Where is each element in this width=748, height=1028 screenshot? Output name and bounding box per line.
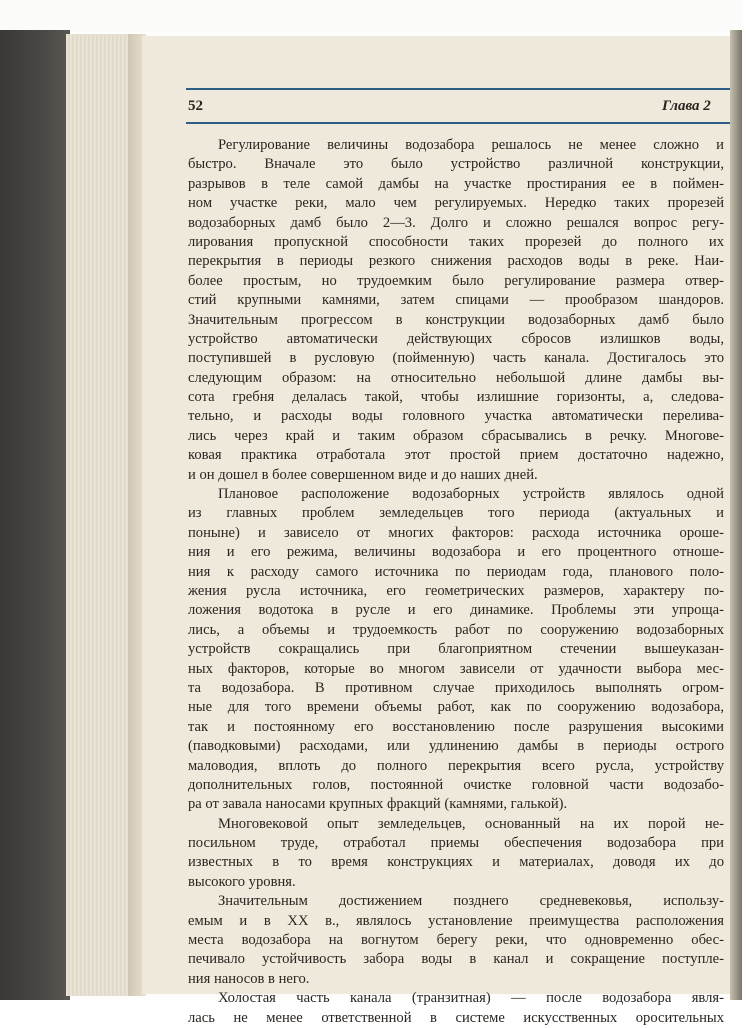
text-line: из главных проблем земледельцев того периода (актуальных и (188, 505, 724, 522)
text-line: следующим образом: на относительно небольшой длине дамбы вы- (188, 369, 724, 386)
text-line: Плановое расположение водозаборных устройств являлось одной (218, 486, 724, 503)
text-line: перекрытия в периоды резкого снижения расходов воды в реке. Наи- (188, 253, 724, 270)
paragraph-3 (188, 815, 748, 893)
scan-top-margin (0, 0, 742, 32)
text-line: ра от завала наносами крупных фракций (камнями, галькой). (188, 796, 568, 813)
paragraph-5 (188, 989, 748, 1028)
paragraph-4 (188, 892, 748, 989)
text-line: так и постоянному его восстановлению после разрушения высокими (188, 718, 724, 735)
text-line: ложения водотока в русле и его динамике. Проблемы эти упроща- (188, 602, 724, 619)
chapter-running-head: Глава 2 (662, 98, 711, 114)
text-line: ковая практика отработала этот простой прием достаточно надежно, (188, 447, 724, 464)
text-line: Многовековой опыт земледельцев, основанный на их порой не- (218, 815, 724, 832)
paragraph-2 (188, 485, 748, 815)
text-line: маловодия, вплоть до полного перекрытия всего русла, устройству (188, 757, 724, 774)
paragraph-1 (188, 136, 748, 485)
text-line: поныне) и зависело от многих факторов: расхода источника ороше- (188, 524, 724, 541)
page-number: 52 (188, 98, 203, 114)
text-line: Значительным достижением позднего средневековья, использу- (218, 893, 724, 910)
book-page (142, 36, 732, 1026)
text-line: ния к расходу самого источника по периодам года, планового поло- (188, 563, 724, 580)
text-line: ния наносов в него. (188, 970, 310, 987)
text-line: известных в то время конструкциях и материалах, доводя их до (188, 854, 724, 871)
text-line: устройство автоматически действующих сбросов излишков воды, (188, 330, 724, 347)
text-line: ния и его режима, величины водозабора и его процентного отноше- (188, 544, 724, 561)
text-line: ных факторов, которые во многом зависели от удачности выбора мес- (188, 660, 724, 677)
text-line: водозаборных дамб было 2—3. Долго и сложно решался вопрос регу- (188, 214, 724, 231)
text-line: высокого уровня. (188, 873, 296, 890)
text-line: поступившей в русловую (пойменную) часть канала. Достигалось это (188, 350, 724, 367)
text-line: места водозабора на вогнутом берегу реки, что одновременно обес- (188, 932, 724, 949)
text-line: сота гребня делалась такой, чтобы излишние горизонты, а, следова- (188, 389, 724, 406)
text-line: лись через край и таким образом сбрасывались в речку. Многове- (188, 427, 724, 444)
text-line: и он дошел в более совершенном виде и до наших дней. (188, 466, 538, 483)
text-line: разрывов в теле самой дамбы на участке простирания ее в поймен- (188, 175, 724, 192)
text-line: Регулирование величины водозабора решалось не менее сложно и (218, 137, 724, 153)
text-line: тельно, и расходы воды головного участка автоматически перелива- (188, 408, 724, 425)
text-line: ном участке реки, мало чем регулируемых. Нередко таких прорезей (188, 195, 724, 212)
body-text (188, 136, 748, 1028)
header-rule-bottom (186, 122, 732, 124)
text-line: Значительным прогрессом в конструкции водозаборных дамб было (188, 311, 724, 328)
text-line: та водозабора. В противном случае приходилось выполнять огром- (188, 679, 724, 696)
text-line: быстро. Вначале это было устройство различной конструкции, (188, 156, 724, 173)
text-line: печивало устойчивость забора воды в канал и сокращение поступле- (188, 951, 724, 968)
text-line: посильном труде, отработал приемы обеспечения водозабора при (188, 835, 724, 852)
text-line: более простым, но трудоемким было регулирование размера отвер- (188, 272, 724, 289)
text-line: стий крупными камнями, затем спицами — прообразом шандоров. (188, 292, 724, 309)
text-line: ные для того времени объемы работ, как по сооружению водозабора, (188, 699, 724, 716)
header-rule-top (186, 88, 732, 90)
text-line: Холостая часть канала (транзитная) — после водозабора явля- (218, 990, 724, 1007)
text-line: дополнительных голов, постоянной очистке головной части водозабо- (188, 776, 724, 793)
text-line: лась не менее ответственной в системе искусственных оросительных (188, 1009, 724, 1026)
text-line: (паводковыми) расходами, или удлинению дамбы в периоды острого (188, 738, 724, 755)
scanner-right-edge (730, 30, 742, 1000)
text-line: устройств сокращались при благоприятном стечении вышеуказан- (188, 641, 724, 658)
text-line: лись, а объемы и трудоемкость работ по сооружению водозаборных (188, 621, 724, 638)
scanner-dark-margin (0, 30, 70, 1000)
text-line: лирования пропускной способности таких прорезей до полного их (188, 233, 724, 250)
text-line: жения русла источника, его геометрических размеров, характеру по- (188, 582, 724, 599)
text-line: емым и в XX в., являлось установление преимущества расположения (188, 912, 724, 929)
